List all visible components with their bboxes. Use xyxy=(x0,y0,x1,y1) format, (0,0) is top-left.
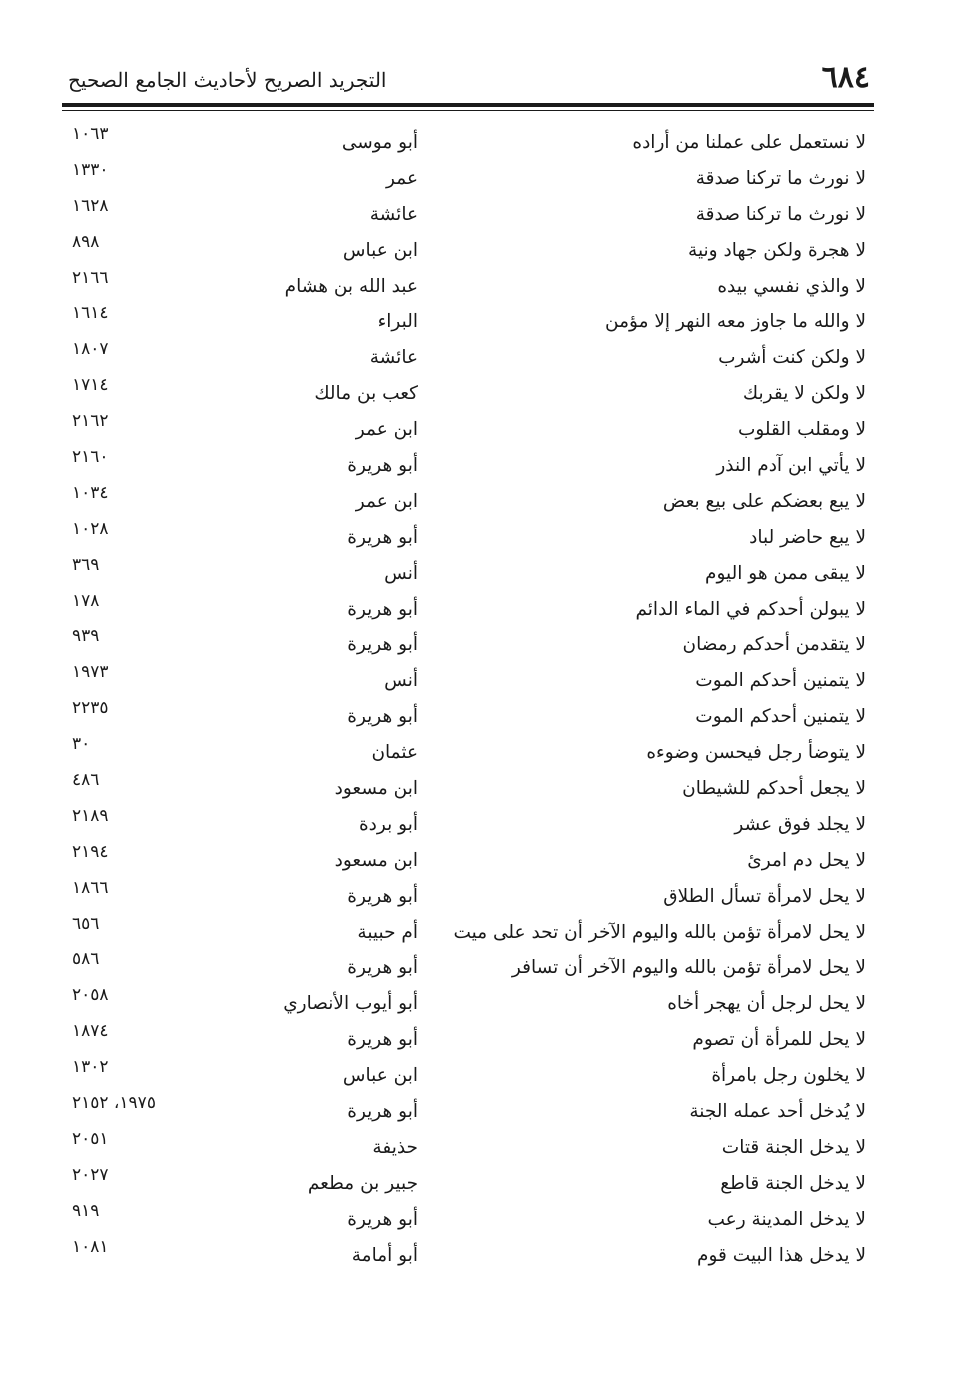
hadith-number: ١٠٢٨ xyxy=(72,518,109,539)
index-row xyxy=(0,555,956,591)
narrator-name: أبو هريرة xyxy=(347,1208,418,1230)
narrator-name: أبو هريرة xyxy=(347,957,418,979)
index-row xyxy=(0,411,956,447)
hadith-text: لا ولكن كنت أشرب xyxy=(718,347,866,369)
hadith-text: لا يُدخل أحد عمله الجنة xyxy=(689,1101,866,1123)
narrator-name: أبو هريرة xyxy=(347,1029,418,1051)
narrator-name: حذيفة xyxy=(372,1136,418,1158)
narrator-name: جبير بن مطعم xyxy=(307,1172,418,1194)
narrator-name: أبو أمامة xyxy=(351,1244,418,1266)
hadith-number: ١٨٠٧ xyxy=(72,339,109,360)
index-row xyxy=(0,626,956,662)
narrator-name: أم حبيبة xyxy=(357,921,418,943)
hadith-number: ٤٨٦ xyxy=(72,770,100,791)
narrator-name: أبو هريرة xyxy=(347,1101,418,1123)
hadith-text: لا يدخل الجنة قتات xyxy=(721,1136,866,1158)
index-row xyxy=(0,770,956,806)
index-row xyxy=(0,1201,956,1237)
hadith-text: لا يبع بعضكم على بيع بعض xyxy=(662,490,866,512)
hadith-number: ٢١٦٢ xyxy=(72,411,109,432)
hadith-number: ٦٥٦ xyxy=(72,913,100,934)
index-row xyxy=(0,375,956,411)
hadith-text: لا والله ما جاوز معه النهر إلا مؤمن xyxy=(605,311,866,333)
index-row xyxy=(0,914,956,950)
index-row xyxy=(0,483,956,519)
index-row xyxy=(0,842,956,878)
hadith-text: لا نستعمل على عملنا من أراده xyxy=(632,132,866,153)
narrator-name: أبو بردة xyxy=(358,813,418,835)
index-row xyxy=(0,196,956,232)
hadith-number: ٣٠ xyxy=(72,734,91,755)
index-row xyxy=(0,591,956,627)
index-row xyxy=(0,1129,956,1165)
narrator-name: أبو هريرة xyxy=(347,598,418,620)
hadith-number: ١٣٣٠ xyxy=(72,159,109,180)
hadith-text: لا هجرة ولكن جهاد ونية xyxy=(688,239,866,261)
hadith-text: لا والذي نفسي بيده xyxy=(717,275,866,297)
narrator-name: أبو هريرة xyxy=(347,455,418,477)
index-row xyxy=(0,232,956,268)
narrator-name: أبو موسى xyxy=(341,132,418,153)
narrator-name: عائشة xyxy=(369,203,418,225)
hadith-text: لا يأتي ابن آدم النذر xyxy=(716,455,866,477)
page-header xyxy=(62,58,874,102)
index-row xyxy=(0,268,956,304)
index-row xyxy=(0,734,956,770)
hadith-text: لا يتقدمن أحدكم رمضان xyxy=(682,634,866,656)
hadith-number: ٥٨٦ xyxy=(72,949,100,970)
hadith-text: لا نورث ما تركنا صدقة xyxy=(695,167,866,189)
narrator-name: عمر xyxy=(386,167,418,189)
hadith-text: لا يحل لامرأة تسأل الطلاق xyxy=(663,885,866,907)
hadith-number: ٩١٩ xyxy=(72,1200,100,1221)
hadith-number: ٢١٦٦ xyxy=(72,267,109,288)
index-row xyxy=(0,1093,956,1129)
index-row xyxy=(0,124,956,160)
narrator-name: عثمان xyxy=(371,742,418,764)
index-row xyxy=(0,662,956,698)
header-rule-thick xyxy=(62,103,874,107)
hadith-index-table xyxy=(0,124,956,1273)
narrator-name: ابن عباس xyxy=(342,1065,418,1087)
index-row xyxy=(0,949,956,985)
index-row xyxy=(0,303,956,339)
hadith-number: ١٦٢٨ xyxy=(72,195,109,216)
hadith-text: لا يدخل الجنة قاطع xyxy=(720,1172,866,1194)
narrator-name: ابن عباس xyxy=(342,239,418,261)
index-row xyxy=(0,806,956,842)
hadith-text: لا يحل للمرأة أن تصوم xyxy=(692,1029,866,1051)
narrator-name: ابن عمر xyxy=(355,419,418,441)
hadith-text: لا ومقلب القلوب xyxy=(737,419,866,441)
hadith-number: ٣٦٩ xyxy=(72,554,100,575)
index-row xyxy=(0,698,956,734)
hadith-number: ١٧٨ xyxy=(72,590,100,611)
index-row xyxy=(0,985,956,1021)
hadith-text: لا يجلد فوق عشر xyxy=(734,813,866,835)
header-rule-thin xyxy=(62,110,874,111)
narrator-name: ابن مسعود xyxy=(334,849,418,871)
narrator-name: أبو هريرة xyxy=(347,634,418,656)
narrator-name: ابن مسعود xyxy=(334,778,418,800)
hadith-text: لا يدخل هذا البيت قوم xyxy=(697,1244,866,1266)
hadith-text: لا يخلون رجل بامرأة xyxy=(711,1065,866,1087)
index-row xyxy=(0,1057,956,1093)
narrator-name: عبد الله بن هشام xyxy=(284,275,418,297)
index-row xyxy=(0,519,956,555)
hadith-number: ٨٩٨ xyxy=(72,231,100,252)
hadith-number: ١٧١٤ xyxy=(72,375,109,396)
hadith-number: ١٠٨١ xyxy=(72,1236,109,1257)
hadith-text: لا يبع حاضر لباد xyxy=(749,526,866,548)
hadith-text: لا يتمنين أحدكم الموت xyxy=(695,670,866,692)
narrator-name: كعب بن مالك xyxy=(314,383,418,405)
hadith-text: لا يحل لامرأة تؤمن بالله واليوم الآخر أن تسافر xyxy=(511,957,866,979)
hadith-number: ١٩٧٥، ٢١٥٢ xyxy=(72,1093,156,1114)
index-row xyxy=(0,1165,956,1201)
hadith-text: لا يتمنين أحدكم الموت xyxy=(695,706,866,728)
hadith-text: لا نورث ما تركنا صدقة xyxy=(695,203,866,225)
narrator-name: أبو هريرة xyxy=(347,526,418,548)
hadith-text: لا يحل لامرأة تؤمن بالله واليوم الآخر أن تحد على ميت xyxy=(453,921,866,943)
index-row xyxy=(0,878,956,914)
narrator-name: عائشة xyxy=(369,347,418,369)
index-row xyxy=(0,1237,956,1273)
hadith-text: لا ولكن لا يقربك xyxy=(742,383,866,405)
hadith-number: ٢١٨٩ xyxy=(72,805,109,826)
hadith-number: ١٠٣٤ xyxy=(72,482,109,503)
hadith-number: ٢٠٥١ xyxy=(72,1128,109,1149)
narrator-name: أبو هريرة xyxy=(347,885,418,907)
hadith-text: لا يحل لرجل أن يهجر أخاه xyxy=(667,993,866,1015)
narrator-name: أنس xyxy=(384,562,418,584)
narrator-name: أبو هريرة xyxy=(347,706,418,728)
hadith-text: لا يتوضأ رجل فيحسن وضوءه xyxy=(646,742,866,764)
hadith-number: ١٦١٤ xyxy=(72,303,109,324)
index-row xyxy=(0,339,956,375)
hadith-text: لا يبقى ممن هو اليوم xyxy=(705,562,866,584)
narrator-name: أنس xyxy=(384,670,418,692)
hadith-number: ٢١٩٤ xyxy=(72,841,109,862)
hadith-number: ٢٢٣٥ xyxy=(72,698,109,719)
hadith-number: ١٩٧٣ xyxy=(72,662,109,683)
hadith-number: ٢١٦٠ xyxy=(72,447,109,468)
index-row xyxy=(0,447,956,483)
hadith-number: ١٠٦٣ xyxy=(72,124,109,144)
hadith-number: ٢٠٢٧ xyxy=(72,1164,109,1185)
hadith-text: لا يحل دم امرئ xyxy=(747,849,866,871)
page-number: ٦٨٤ xyxy=(821,60,870,95)
index-row xyxy=(0,160,956,196)
hadith-number: ٩٣٩ xyxy=(72,626,100,647)
hadith-text: لا يجعل أحدكم للشيطان xyxy=(682,778,866,800)
hadith-text: لا يبولن أحدكم في الماء الدائم xyxy=(635,598,866,620)
hadith-text: لا يدخل المدينة رعب xyxy=(707,1208,866,1230)
book-title: التجريد الصريح لأحاديث الجامع الصحيح xyxy=(68,68,387,92)
narrator-name: البراء xyxy=(377,311,418,333)
hadith-number: ١٨٧٤ xyxy=(72,1021,109,1042)
hadith-number: ٢٠٥٨ xyxy=(72,985,109,1006)
hadith-number: ١٣٠٢ xyxy=(72,1057,109,1078)
narrator-name: ابن عمر xyxy=(355,490,418,512)
narrator-name: أبو أيوب الأنصاري xyxy=(283,993,418,1015)
index-row xyxy=(0,1021,956,1057)
hadith-number: ١٨٦٦ xyxy=(72,877,109,898)
